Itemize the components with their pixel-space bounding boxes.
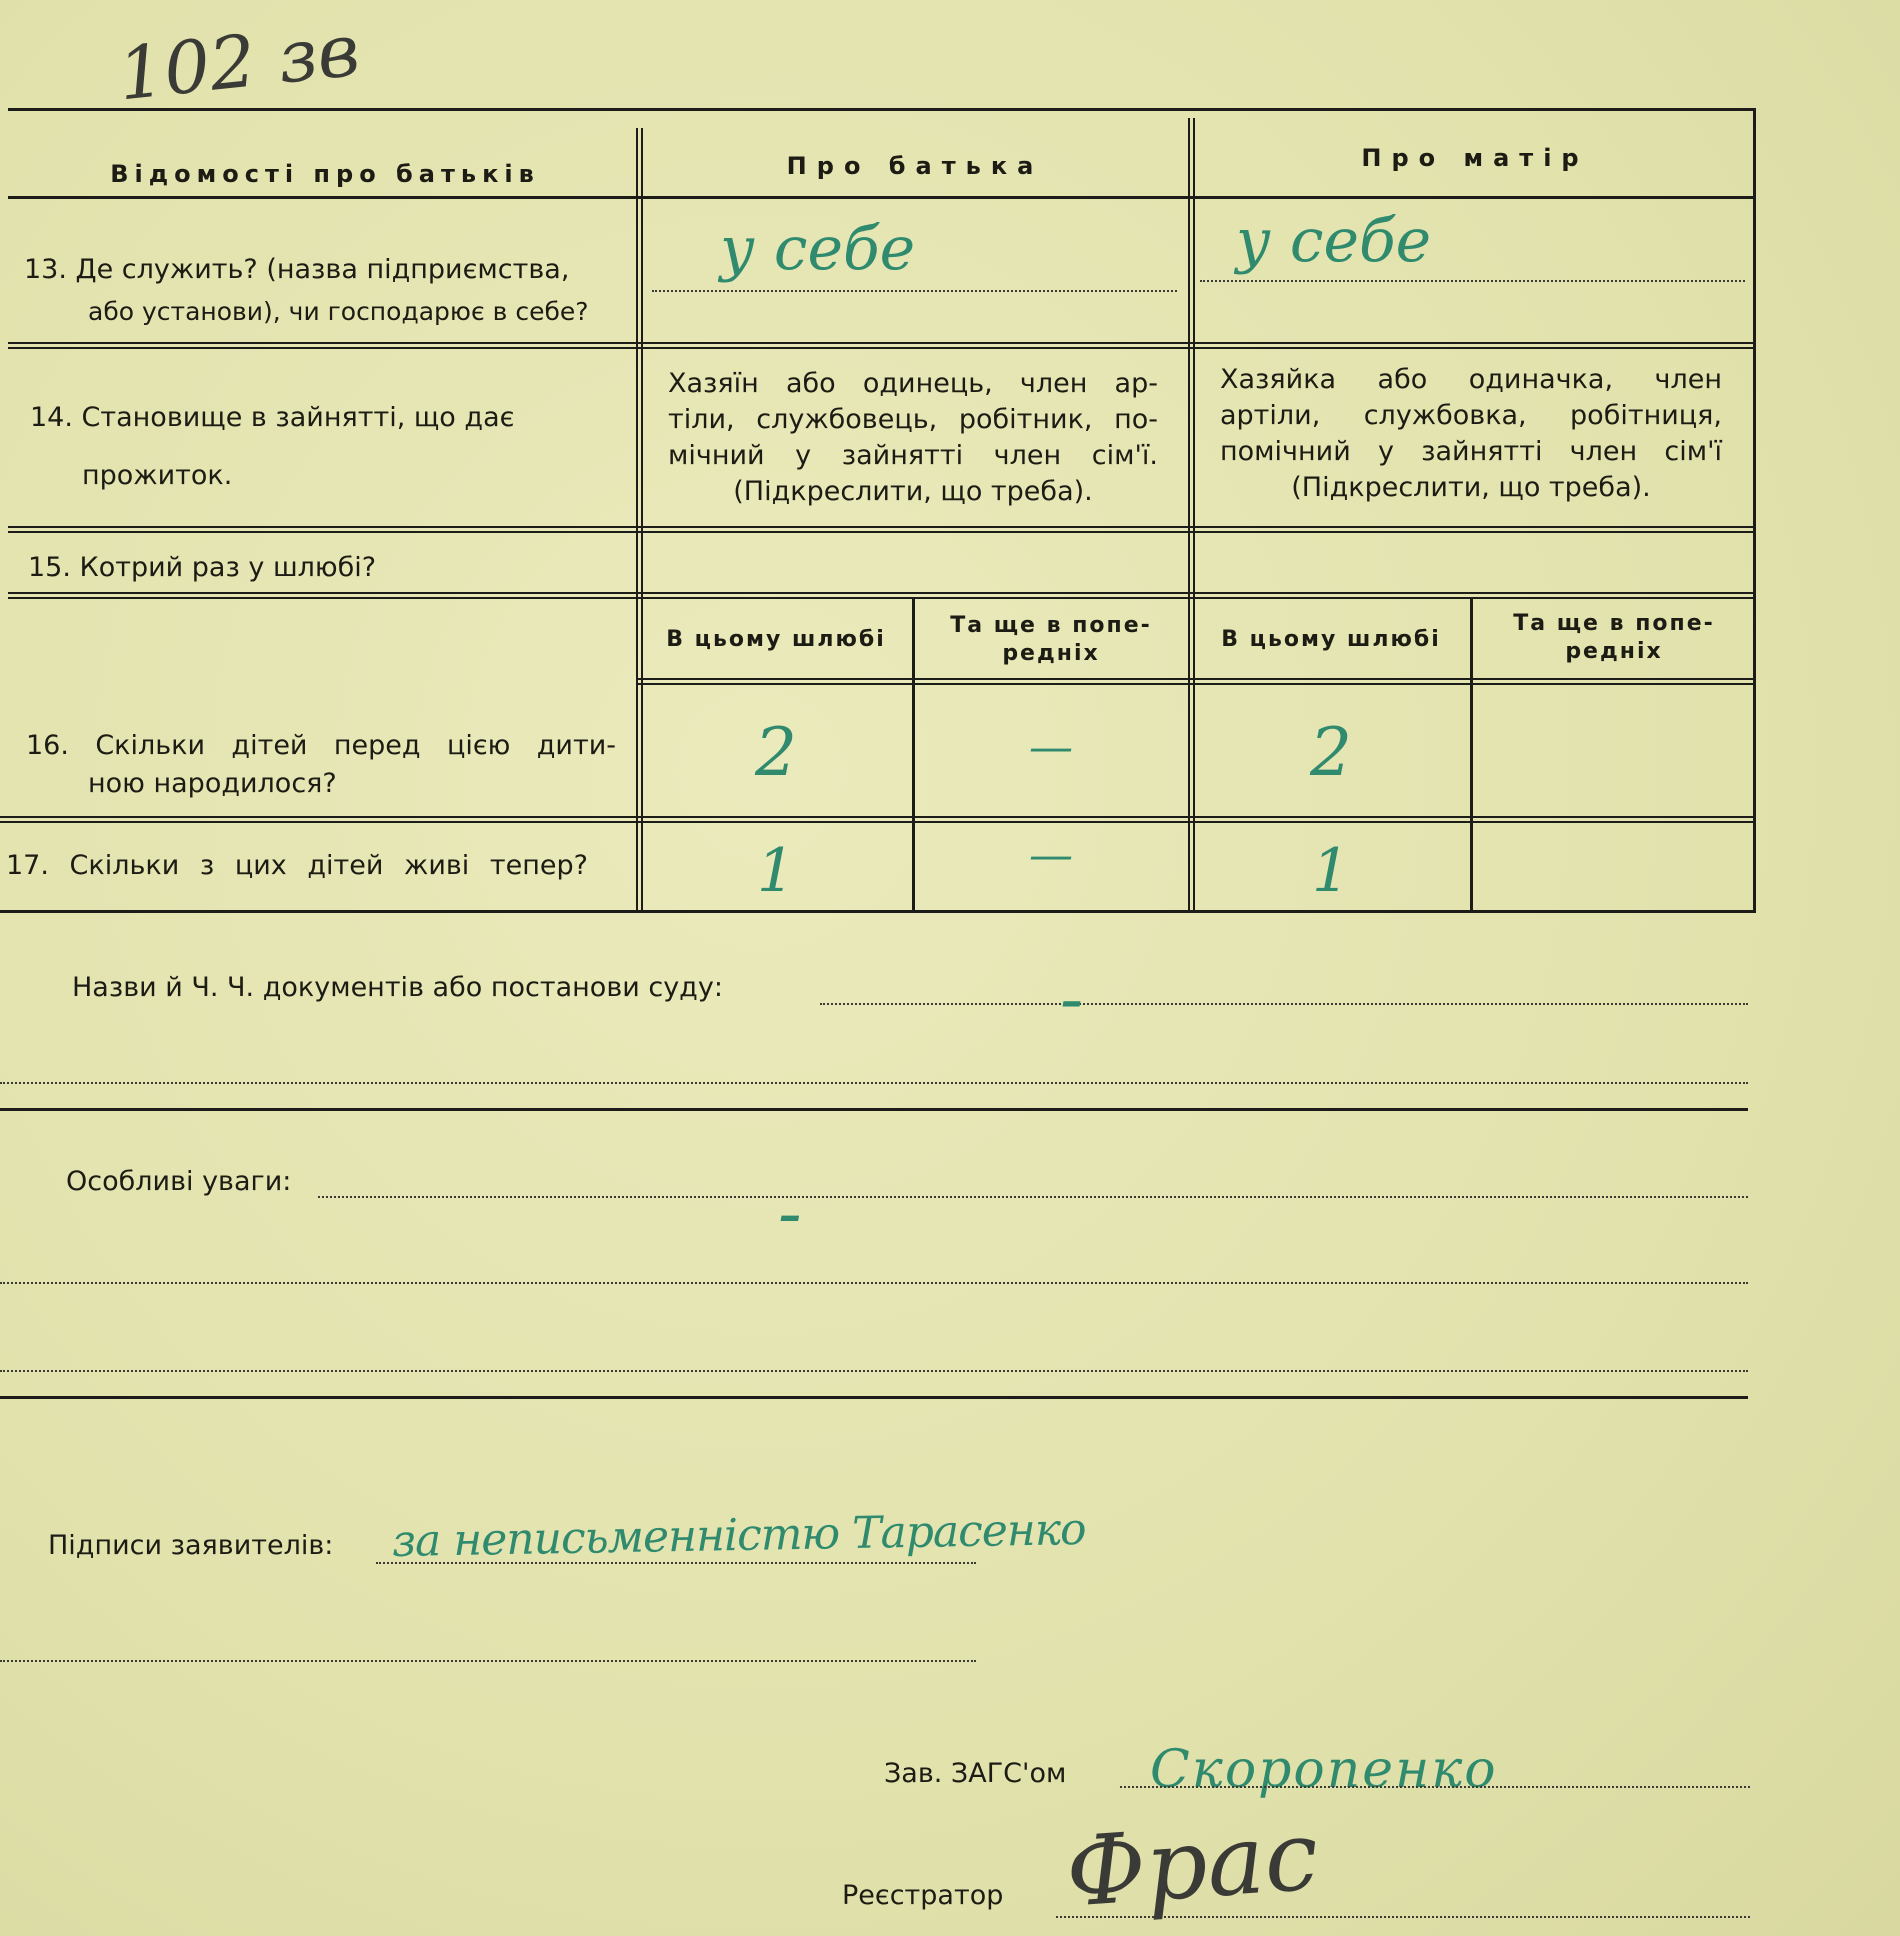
row14-mother-line4: (Підкреслити, що треба). xyxy=(1291,472,1651,503)
documents-value: - xyxy=(1060,960,1083,1039)
subheader-bottom-border xyxy=(636,678,1756,685)
row14-father-line3: мічний у зайнятті член сім'ї. xyxy=(668,440,1158,471)
remarks-label: Особливі уваги: xyxy=(66,1166,292,1197)
row16-father-prev: — xyxy=(1029,722,1073,773)
remarks-value: - xyxy=(778,1172,802,1254)
row14-mother-line3: помічний у зайнятті член сім'ї xyxy=(1220,436,1722,467)
subheader-father-this-marriage: В цьому шлюбі xyxy=(666,627,886,652)
subheader-mother-previous-line1: Та ще в попе- xyxy=(1513,611,1715,636)
archive-mark: 102 зв xyxy=(114,7,364,117)
row16-bottom-border xyxy=(0,816,1756,823)
row16-label-line2: ною народилося? xyxy=(88,768,337,799)
row16-label-line1: 16. Скільки дітей перед цією дити- xyxy=(26,730,616,761)
applicants-signature-value: за неписьменністю Тарасенко xyxy=(391,1503,1086,1568)
col-divider-father-sub xyxy=(912,598,915,910)
row13-label-line2: або установи), чи господарює в себе? xyxy=(88,297,589,326)
remarks-section-divider xyxy=(0,1396,1748,1399)
row14-mother-line2: артіли, службовка, робітниця, xyxy=(1220,400,1722,431)
applicants-signature-label: Підписи заявителів: xyxy=(48,1530,334,1561)
row13-father-value: у себе xyxy=(720,214,916,284)
row14-label-line2: прожиток. xyxy=(82,460,233,491)
remarks-dotted-line-2 xyxy=(0,1282,1748,1284)
documents-dotted-line-1 xyxy=(820,1003,1748,1005)
row14-father-line2: тіли, службовець, робітник, по- xyxy=(668,404,1158,435)
zags-dotted-line xyxy=(1120,1786,1750,1788)
header-bottom-border xyxy=(8,196,1756,199)
row14-mother-line1: Хазяйка або одиначка, член xyxy=(1220,364,1722,395)
row13-mother-value: у себе xyxy=(1236,206,1432,276)
col-divider-2 xyxy=(1188,118,1195,910)
registrar-signature: Фрас xyxy=(1062,1799,1322,1929)
table-top-border xyxy=(8,108,1756,111)
applicants-dotted-line-1 xyxy=(376,1562,976,1564)
row13-label-line1: 13. Де служить? (назва підприємства, xyxy=(24,254,570,285)
documents-label: Назви й Ч. Ч. документів або постанови суду: xyxy=(72,972,723,1003)
row17-mother-this: 1 xyxy=(1311,836,1351,906)
row15-label: 15. Котрий раз у шлюбі? xyxy=(28,552,377,583)
documents-section-divider xyxy=(0,1108,1748,1111)
row13-mother-dotted-line xyxy=(1200,280,1745,282)
row14-father-line1: Хазяїн або одинець, член ар- xyxy=(668,368,1158,399)
applicants-dotted-line-2 xyxy=(0,1660,976,1662)
subheader-mother-previous-line2: редніх xyxy=(1565,639,1663,664)
header-parents-info: Відомості про батьків xyxy=(110,160,540,188)
subheader-mother-this-marriage: В цьому шлюбі xyxy=(1221,627,1441,652)
zags-head-signature: Скоропенко xyxy=(1150,1740,1498,1800)
row17-label: 17. Скільки з цих дітей живі тепер? xyxy=(6,850,588,881)
row17-father-prev: — xyxy=(1029,830,1073,881)
col-divider-1 xyxy=(636,128,643,910)
remarks-dotted-line-3 xyxy=(0,1370,1748,1372)
col-divider-mother-sub xyxy=(1470,598,1473,910)
row16-father-this: 2 xyxy=(755,714,797,791)
subheader-father-previous-line1: Та ще в попе- xyxy=(950,613,1152,638)
row14-label-line1: 14. Становище в зайнятті, що дає xyxy=(30,402,515,433)
registrar-label: Реєстратор xyxy=(842,1880,1004,1911)
remarks-dotted-line-1 xyxy=(318,1196,1748,1198)
row13-father-dotted-line xyxy=(652,290,1177,292)
row15-bottom-border xyxy=(8,592,1756,599)
table-bottom-border xyxy=(0,910,1756,913)
table-right-border xyxy=(1753,108,1756,913)
subheader-father-previous-line2: редніх xyxy=(1002,641,1100,666)
row16-mother-this: 2 xyxy=(1310,714,1352,791)
header-about-mother: Про матір xyxy=(1361,144,1589,172)
row17-father-this: 1 xyxy=(756,836,796,906)
row13-bottom-border xyxy=(8,342,1756,349)
header-about-father: Про батька xyxy=(786,152,1044,180)
documents-dotted-line-2 xyxy=(0,1082,1748,1084)
registrar-dotted-line xyxy=(1056,1916,1750,1918)
zags-head-label: Зав. ЗАГС'ом xyxy=(884,1758,1067,1789)
row14-father-line4: (Підкреслити, що треба). xyxy=(733,476,1093,507)
row14-bottom-border xyxy=(8,526,1756,533)
